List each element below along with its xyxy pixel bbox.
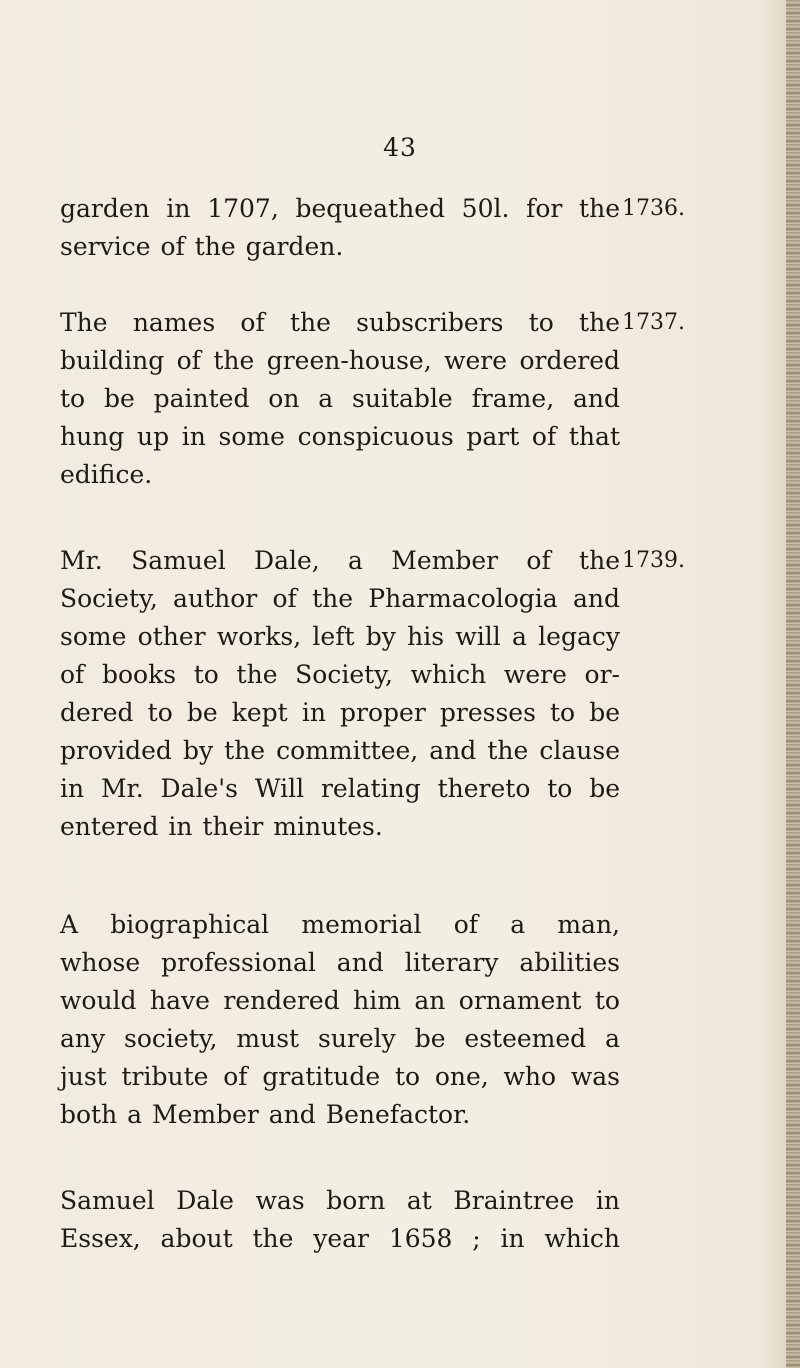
paragraph-4 xyxy=(60,906,620,1134)
text-line: edifice. xyxy=(60,460,153,489)
text-line: both a Member and Benefactor. xyxy=(60,1100,471,1129)
paragraph-1 xyxy=(60,190,620,266)
text-line: to be painted on a suitable frame, and xyxy=(60,384,620,413)
margin-date: 1736. xyxy=(622,196,685,221)
text-line: Society, author of the Pharmacologia and xyxy=(60,584,620,613)
page-number: 43 xyxy=(383,133,417,162)
text-line: Mr. Samuel Dale, a Member of the xyxy=(60,546,620,575)
text-line: dered to be kept in proper presses to be xyxy=(60,698,620,727)
text-line: some other works, left by his will a legacy xyxy=(60,622,620,651)
text-line: would have rendered him an ornament to xyxy=(60,986,620,1015)
text-line: hung up in some conspicuous part of that xyxy=(60,422,620,451)
text-line: of books to the Society, which were or- xyxy=(60,660,620,689)
text-line: Essex, about the year 1658 ; in which xyxy=(60,1224,620,1253)
text-line: entered in their minutes. xyxy=(60,812,383,841)
text-line: just tribute of gratitude to one, who was xyxy=(60,1062,620,1091)
text-line: building of the green-house, were ordered xyxy=(60,346,620,375)
text-line: The names of the subscribers to the xyxy=(60,308,620,337)
text-line: service of the garden. xyxy=(60,232,344,261)
paragraph-2 xyxy=(60,304,620,494)
paragraph-5 xyxy=(60,1182,620,1258)
margin-date: 1737. xyxy=(622,310,685,335)
text-line: provided by the committee, and the clause xyxy=(60,736,620,765)
paragraph-3 xyxy=(60,542,620,846)
text-line: any society, must surely be esteemed a xyxy=(60,1024,620,1053)
text-line: Samuel Dale was born at Braintree in xyxy=(60,1186,620,1215)
text-line: A biographical memorial of a man, xyxy=(60,910,620,939)
margin-date: 1739. xyxy=(622,548,685,573)
text-line: in Mr. Dale's Will relating thereto to be xyxy=(60,774,620,803)
text-line: whose professional and literary abilities xyxy=(60,948,620,977)
page-edge xyxy=(786,0,800,1368)
text-line: garden in 1707, bequeathed 50l. for the xyxy=(60,194,620,223)
